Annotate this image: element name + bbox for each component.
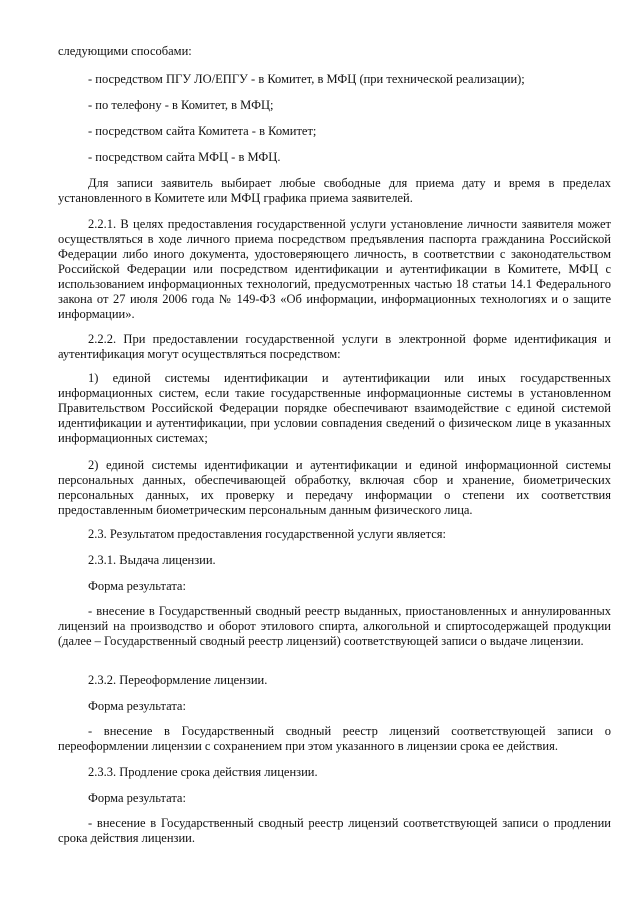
paragraph-2-2-2: 2.2.2. При предоставлении государственной услуги в электронной форме идентификация и аутентификация могут осуществляться посредством:: [58, 332, 611, 361]
paragraph-result-1: - внесение в Государственный сводный реестр выданных, приостановленных и аннулированных лицензий на производство и оборот этилового спирта, алкогольной и спиртосодержащей продукции (далее – Государственный сводный реестр лицензий) соответствующей записи о выдаче лицензии.: [58, 604, 611, 648]
heading-2-3-1: 2.3.1. Выдача лицензии.: [88, 553, 216, 567]
paragraph-intro: следующими способами:: [58, 44, 192, 58]
paragraph-esia: 1) единой системы идентификации и аутентификации или иных государственных информационных систем, если такие государственные информационные системы в установленном Правительством Российской Федерации порядке обеспечивают взаимодействие с единой системой идентификации и аутентификации, при условии совпадения сведений о физическом лице в указанных информационных системах;: [58, 371, 611, 445]
form-label-3: Форма результата:: [88, 791, 186, 805]
form-label-1: Форма результата:: [88, 579, 186, 593]
list-item-phone: - по телефону - в Комитет, в МФЦ;: [88, 98, 274, 112]
list-item-mfc-site: - посредством сайта МФЦ - в МФЦ.: [88, 150, 281, 164]
paragraph-2-2-1: 2.2.1. В целях предоставления государственной услуги установление личности заявителя может осуществляться в ходе личного приема посредством предъявления паспорта гражданина Российской Федерации либо иного документа, удостоверяющего личность, в соответствии с законодательством Российской Федерации или посредством идентификации и аутентификации в Комитете, МФЦ с использованием информационных технологий, предусмотренных частью 18 статьи 14.1 Федерального закона от 27 июля 2006 года № 149-ФЗ «Об информации, информационных технологиях и о защите информации».: [58, 217, 611, 321]
paragraph-biometric: 2) единой системы идентификации и аутентификации и единой информационной системы персональных данных, обеспечивающей обработку, включая сбор и хранение, биометрических персональных данных, их проверку и передачу информации о степени их соответствия предоставленным биометрическим персональным данным физического лица.: [58, 458, 611, 517]
heading-2-3-3: 2.3.3. Продление срока действия лицензии.: [88, 765, 318, 779]
paragraph-appointment: Для записи заявитель выбирает любые свободные для приема дату и время в пределах установленного в Комитете или МФЦ графика приема заявителей.: [58, 176, 611, 205]
paragraph-result-2: - внесение в Государственный сводный реестр лицензий соответствующей записи о переоформлении лицензии с сохранением при этом указанного в лицензии срока ее действия.: [58, 724, 611, 753]
heading-2-3-2: 2.3.2. Переоформление лицензии.: [88, 673, 268, 687]
list-item-pgu: - посредством ПГУ ЛО/ЕПГУ - в Комитет, в МФЦ (при технической реализации);: [88, 72, 525, 86]
heading-2-3: 2.3. Результатом предоставления государственной услуги является:: [88, 527, 446, 541]
form-label-2: Форма результата:: [88, 699, 186, 713]
list-item-committee-site: - посредством сайта Комитета - в Комитет;: [88, 124, 317, 138]
paragraph-result-3: - внесение в Государственный сводный реестр лицензий соответствующей записи о продлении срока действия лицензии.: [58, 816, 611, 845]
